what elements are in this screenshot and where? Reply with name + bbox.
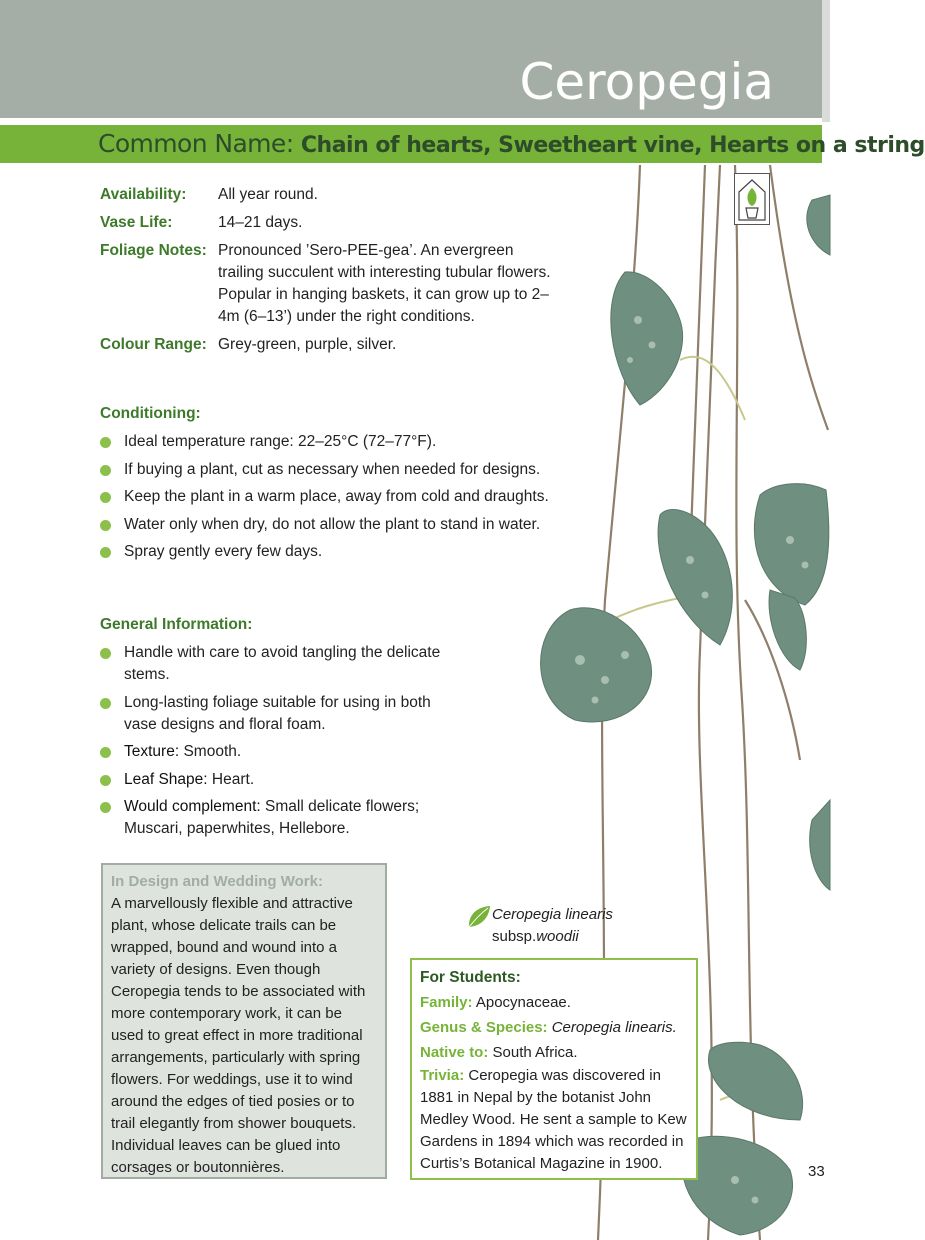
native-line [420, 1040, 688, 1065]
caption-subspecies [466, 926, 666, 948]
list-item [100, 692, 444, 736]
family-line [420, 990, 688, 1015]
bullet-icon [100, 520, 111, 531]
trivia-line [420, 1065, 688, 1175]
common-name-label: Common Name: [98, 129, 294, 158]
family-label: Family: [420, 994, 473, 1011]
native-value: South Africa. [492, 1044, 578, 1061]
general-info-list [100, 642, 460, 840]
availability-label: Availability: [100, 186, 187, 203]
list-item [100, 796, 454, 840]
foliage-notes-value: Pronounced ’Sero-PEE-gea’. An evergreen trailing succulent with interesting tubular flowers. Popular in hanging baskets, it can grow up to 2–4m (6–13’) under the right conditions. [218, 242, 551, 325]
list-item-text: Smooth. [179, 743, 242, 760]
vase-life-row [100, 212, 570, 234]
leaf-icon [466, 904, 492, 930]
info-list [100, 184, 570, 362]
list-item-text: Ideal temperature range: 22–25°C (72–77°F). [124, 433, 437, 450]
availability-row [100, 184, 570, 206]
conditioning-list [100, 431, 570, 563]
species-caption [466, 904, 666, 948]
list-item-text: Spray gently every few days. [124, 543, 323, 560]
page-title: Ceropegia [519, 53, 774, 111]
for-students-box [410, 958, 698, 1180]
bullet-icon [100, 648, 111, 659]
list-item [100, 741, 460, 763]
general-info-heading: General Information: [100, 616, 253, 633]
list-item-text: Heart. [207, 770, 255, 788]
colour-range-row [100, 334, 570, 356]
list-item [100, 541, 570, 563]
list-item-text: Small delicate flowers; Muscari, paperwhites, Hellebore. [124, 798, 420, 837]
native-label: Native to: [420, 1044, 489, 1061]
foliage-notes-row [100, 240, 570, 328]
colour-range-value: Grey-green, purple, silver. [218, 336, 397, 353]
colour-range-label: Colour Range: [100, 336, 207, 353]
bullet-icon [100, 698, 111, 709]
trivia-value: Ceropegia was discovered in 1881 in Nepal by the botanist John Medley Wood. He sent a sample to Kew Gardens in 1894 which was recorded in Curtis’s Botanical Magazine in 1900. [420, 1067, 687, 1172]
conditioning-heading: Conditioning: [100, 405, 201, 422]
design-wedding-heading: In Design and Wedding Work: [111, 873, 323, 890]
vase-life-value: 14–21 days. [218, 214, 303, 231]
bullet-icon [100, 747, 111, 758]
caption-species: Ceropegia linearis [492, 906, 613, 923]
bullet-icon [100, 492, 111, 503]
list-item-text: Long-lasting foliage suitable for using in both vase designs and floral foam. [124, 693, 431, 733]
general-info-section [100, 614, 460, 846]
list-item [100, 459, 570, 481]
foliage-notes-label: Foliage Notes: [100, 242, 207, 259]
list-item-text: Water only when dry, do not allow the plant to stand in water. [124, 515, 541, 533]
list-item [100, 431, 570, 453]
availability-value: All year round. [218, 186, 318, 203]
list-item [100, 769, 460, 791]
list-item [100, 642, 460, 686]
list-item-em: Leaf Shape: [124, 770, 208, 788]
list-item-em: Would complement: [124, 798, 261, 815]
common-name-values: Chain of hearts, Sweetheart vine, Hearts on a string [300, 133, 925, 158]
list-item-text: Handle with care to avoid tangling the delicate stems. [124, 644, 441, 683]
bullet-icon [100, 775, 111, 786]
list-item-em: Texture: [124, 743, 180, 760]
list-item [100, 514, 570, 536]
genus-value: Ceropegia linearis. [551, 1019, 677, 1036]
vase-life-label: Vase Life: [100, 214, 173, 231]
page-number: 33 [808, 1163, 825, 1180]
list-item-text: If buying a plant, cut as necessary when needed for designs. [124, 460, 541, 478]
indoor-plant-icon [734, 173, 770, 225]
caption-subsp-prefix: subsp. [492, 928, 537, 945]
trivia-label: Trivia: [420, 1067, 465, 1084]
students-heading: For Students: [420, 969, 521, 986]
bullet-icon [100, 802, 111, 813]
genus-line [420, 1015, 688, 1040]
design-wedding-box [101, 863, 387, 1179]
design-wedding-text: A marvellously flexible and attractive plant, whose delicate trails can be wrapped, bound and wound into a variety of designs. Even though Ceropegia tends to be associated with more contemporary work, it can be used to great effect in more traditional arrangements, particularly with spring flowers. For weddings, use it to wind around the edges of tied posies or to trail elegantly from shower bouquets. Individual leaves can be glued into corsages or boutonnières. [111, 895, 366, 1176]
bullet-icon [100, 437, 111, 448]
list-item-text: Keep the plant in a warm place, away from cold and draughts. [124, 488, 549, 505]
conditioning-section [100, 403, 570, 569]
genus-label: Genus & Species: [420, 1019, 548, 1036]
caption-subsp-name: woodii [536, 928, 579, 945]
family-value: Apocynaceae. [475, 994, 571, 1011]
list-item [100, 486, 570, 508]
bullet-icon [100, 465, 111, 476]
bullet-icon [100, 547, 111, 558]
